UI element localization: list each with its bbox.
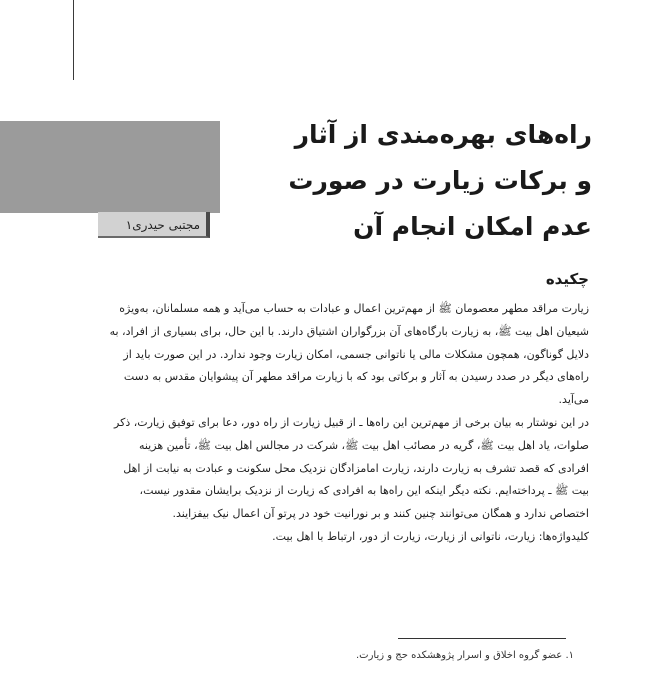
abstract-paragraph: در این نوشتار به بیان برخی از مهم‌ترین این راه‌ها ـ از قبیل زیارت از راه دور، دعا برای توفیق زیارت، ذکر صلوات، یاد اهل بیت ﷺ، گریه در مصائب اهل بیت ﷺ، شرکت در مجالس اهل بیت ﷺ، تأمین هزینه افرادی که قصد تشرف به زیارت دارند، زیارت امامزادگان نزدیک محل سکونت و عبادت به نیابت از اهل بیت ﷺ ـ پرداخته‌ایم. نکته دیگر اینکه این راه‌ها به افرادی که زیارت از نزدیک برایشان مقدور نیست، اختصاص ندارد و همگان می‌توانند چنین کنند و بر نورانیت خود در پرتو آن اعمال نیک بیفزایند.	[114, 415, 589, 521]
footnote: ۱. عضو گروه اخلاق و اسرار پژوهشکده حج و زیارت.	[356, 650, 574, 661]
title-line: عدم امکان انجام آن	[353, 212, 592, 241]
article-title	[252, 112, 592, 250]
title-line: و برکات زیارت در صورت	[288, 166, 592, 195]
title-line: راه‌های بهره‌مندی از آثار	[294, 120, 592, 149]
margin-rule	[73, 0, 74, 80]
footnote-divider	[398, 638, 566, 639]
abstract-heading: چکیده	[545, 270, 589, 288]
keywords: کلیدواژه‌ها: زیارت، ناتوانی از زیارت، زیارت از دور، ارتباط با اهل بیت.	[272, 529, 589, 543]
abstract-body	[109, 298, 589, 549]
abstract-paragraph: زیارت مراقد مطهر معصومان ﷺ از مهم‌ترین اعمال و عبادات به حساب می‌آید و همه مسلمانان، به‌ویژه شیعیان اهل بیت ﷺ، به زیارت بارگاه‌های آن بزرگواران اشتیاق دارند. با این حال، برای بسیاری از افراد، به دلایل گوناگون، همچون مشکلات مالی یا ناتوانی جسمی، امکان زیارت وجود ندارد. در این صورت باید از راه‌های دیگر در صدد رسیدن به آثار و برکاتی بود که با زیارت مراقد مطهر آن پیشوایان مقدس به دست می‌آید.	[109, 302, 589, 407]
author-name: مجتبی حیدری۱	[98, 212, 210, 238]
decorative-block	[0, 121, 220, 213]
